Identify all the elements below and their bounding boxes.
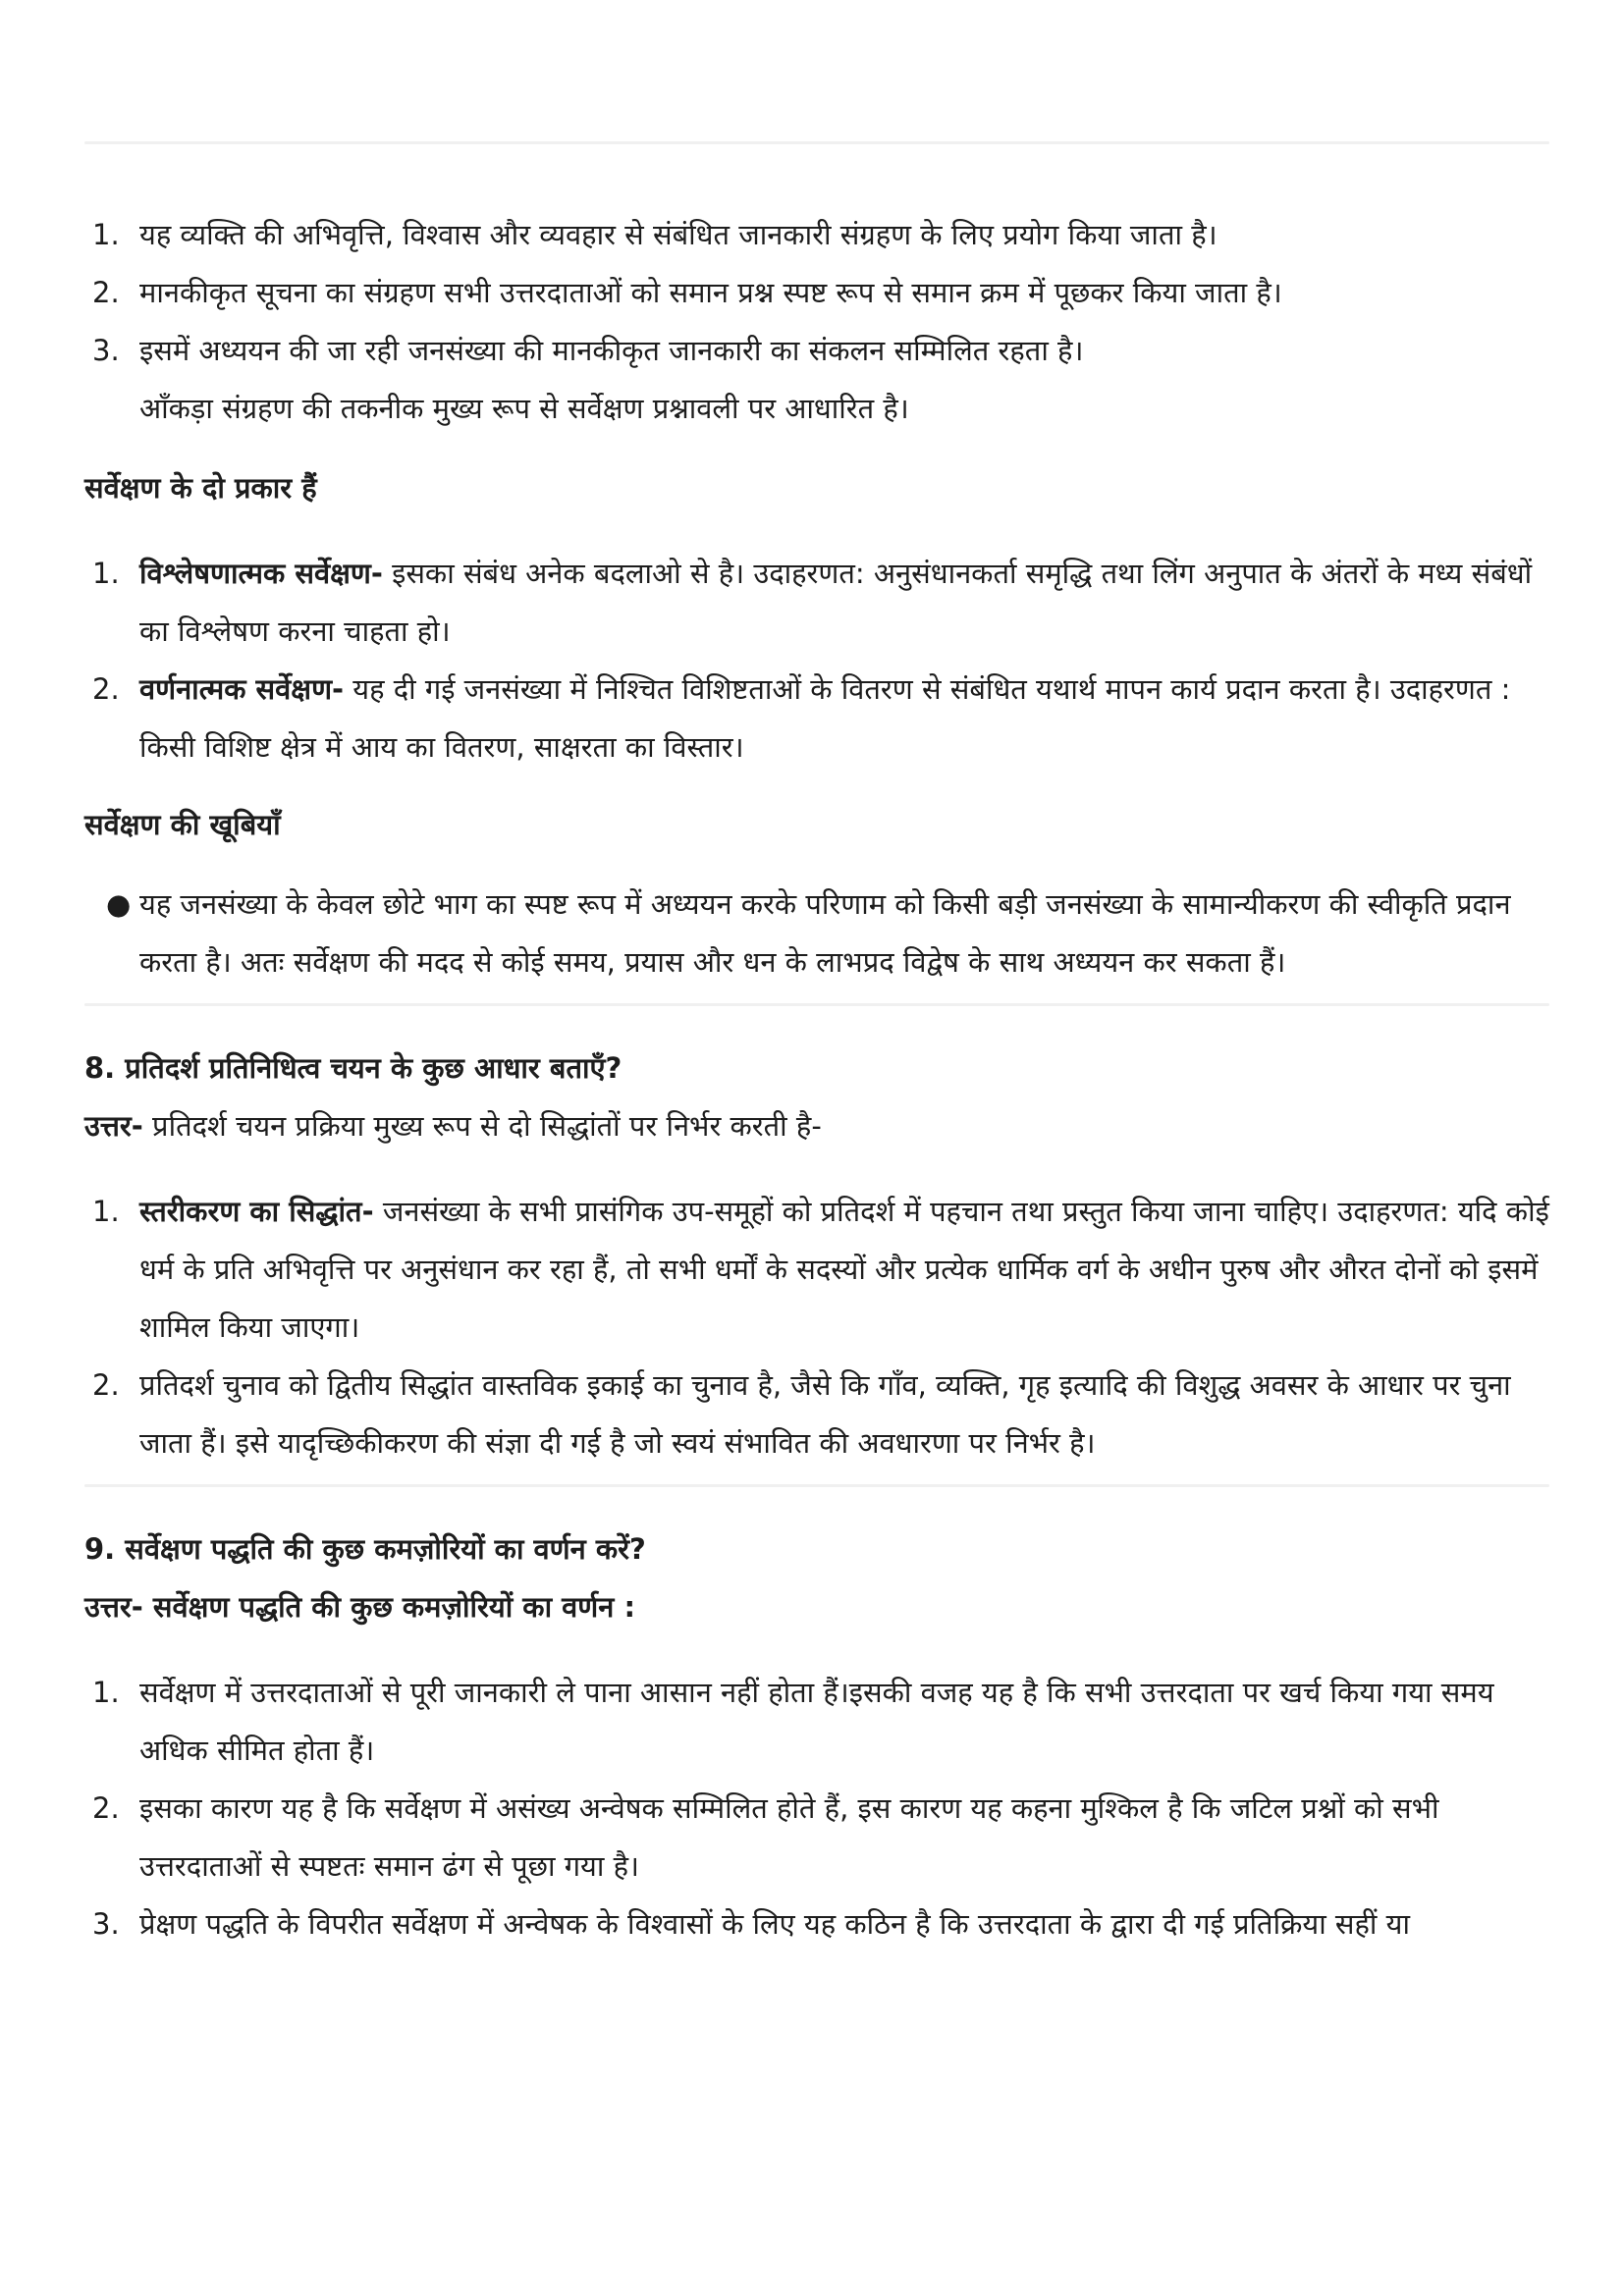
list-item: ● यह जनसंख्या के केवल छोटे भाग का स्पष्ट रूप में अध्ययन करके परिणाम को किसी बड़ी जनसंख्या के सामान्यीकरण की स्वीकृति प्रदान करता है। अतः सर्वेक्षण की मदद से कोई समय, प्रयास और धन के लाभप्रद विद्वेष के साथ अध्ययन कर सकता हैं। bbox=[84, 876, 1549, 991]
list-item: 1. स्तरीकरण का सिद्धांत- जनसंख्या के सभी प्रासंगिक उप-समूहों को प्रतिदर्श में पहचान तथा प्रस्तुत किया जाना चाहिए। उदाहरणत: यदि कोई धर्म के प्रति अभिवृत्ति पर अनुसंधान कर रहा हैं, तो सभी धर्मों के सदस्यों और प्रत्येक धार्मिक वर्ग के अधीन पुरुष और औरत दोनों को इसमें शामिल किया जाएगा। bbox=[92, 1195, 1549, 1344]
question-8-title: 8. प्रतिदर्श प्रतिनिधित्व चयन के कुछ आधार बताएँ? bbox=[84, 1051, 622, 1085]
list-item: 2. मानकीकृत सूचना का संग्रहण सभी उत्तरदाताओं को समान प्रश्न स्पष्ट रूप से समान क्रम में पूछकर किया जाता है। bbox=[92, 276, 1282, 309]
section-divider bbox=[84, 1003, 1549, 1006]
question-9-block bbox=[84, 1521, 1549, 1636]
list-item: 2. वर्णनात्मक सर्वेक्षण- यह दी गई जनसंख्या में निश्चित विशिष्टताओं के वितरण से संबंधित यथार्थ मापन कार्य प्रदान करता है। उदाहरणत : किसी विशिष्ट क्षेत्र में आय का वितरण, साक्षरता का विस्तार। bbox=[92, 672, 1511, 764]
survey-types-list bbox=[84, 545, 1549, 776]
question-8-block bbox=[84, 1040, 1549, 1155]
document-content bbox=[84, 206, 1549, 1953]
section-heading-survey-merits: सर्वेक्षण की खूबियाँ bbox=[84, 808, 281, 841]
bullet-icon: ● bbox=[106, 887, 132, 921]
question-9-answer-intro: उत्तर- सर्वेक्षण पद्धति की कुछ कमज़ोरियों का वर्णन : bbox=[84, 1590, 636, 1624]
list-item: 1. सर्वेक्षण में उत्तरदाताओं से पूरी जानकारी ले पाना आसान नहीं होता हैं।इसकी वजह यह है कि सभी उत्तरदाता पर खर्च किया गया समय अधिक सीमित होता हैं। bbox=[92, 1676, 1494, 1767]
question-9-title: 9. सर्वेक्षण पद्धति की कुछ कमज़ोरियों का वर्णन करें? bbox=[84, 1532, 646, 1566]
survey-merits-list bbox=[84, 876, 1549, 991]
list-item: 2. इसका कारण यह है कि सर्वेक्षण में असंख्य अन्वेषक सम्मिलित होते हैं, इस कारण यह कहना मुश्किल है कि जटिल प्रश्नों को सभी उत्तरदाताओं से स्पष्टतः समान ढंग से पूछा गया है। bbox=[92, 1791, 1439, 1883]
section-heading-survey-types: सर्वेक्षण के दो प्रकार हैं bbox=[84, 471, 317, 505]
list-item: 1. विश्लेषणात्मक सर्वेक्षण- इसका संबंध अनेक बदलाओ से है। उदाहरणत: अनुसंधानकर्ता समृद्धि तथा लिंग अनुपात के अंतरों के मध्य संबंधों का विश्लेषण करना चाहता हो। bbox=[92, 557, 1533, 648]
top-divider bbox=[84, 141, 1549, 144]
question-9-answer-list bbox=[84, 1664, 1549, 1953]
survey-features-list bbox=[84, 206, 1549, 380]
list-item: 1. यह व्यक्ति की अभिवृत्ति, विश्वास और व्यवहार से संबंधित जानकारी संग्रहण के लिए प्रयोग किया जाता है। bbox=[92, 218, 1217, 251]
list-item: 2. प्रतिदर्श चुनाव को द्वितीय सिद्धांत वास्तविक इकाई का चुनाव है, जैसे कि गाँव, व्यक्ति, गृह इत्यादि की विशुद्ध अवसर के आधार पर चुना जाता हैं। इसे यादृच्छिकीकरण की संज्ञा दी गई है जो स्वयं संभावित की अवधारणा पर निर्भर है। bbox=[92, 1368, 1511, 1460]
question-8-answer-intro: उत्तर- प्रतिदर्श चयन प्रक्रिया मुख्य रूप से दो सिद्धांतों पर निर्भर करती है- bbox=[84, 1109, 822, 1143]
list-item: 3. इसमें अध्ययन की जा रही जनसंख्या की मानकीकृत जानकारी का संकलन सम्मिलित रहता है। bbox=[92, 334, 1084, 367]
question-8-answer-list bbox=[84, 1183, 1549, 1472]
section-divider bbox=[84, 1484, 1549, 1487]
list-continuation-text: आँकड़ा संग्रहण की तकनीक मुख्य रूप से सर्वेक्षण प्रश्नावली पर आधारित है। bbox=[139, 392, 909, 425]
list-item: 3. प्रेक्षण पद्धति के विपरीत सर्वेक्षण में अन्वेषक के विश्वासों के लिए यह कठिन है कि उत्तरदाता के द्वारा दी गई प्रतिक्रिया सहीं या bbox=[92, 1907, 1410, 1941]
